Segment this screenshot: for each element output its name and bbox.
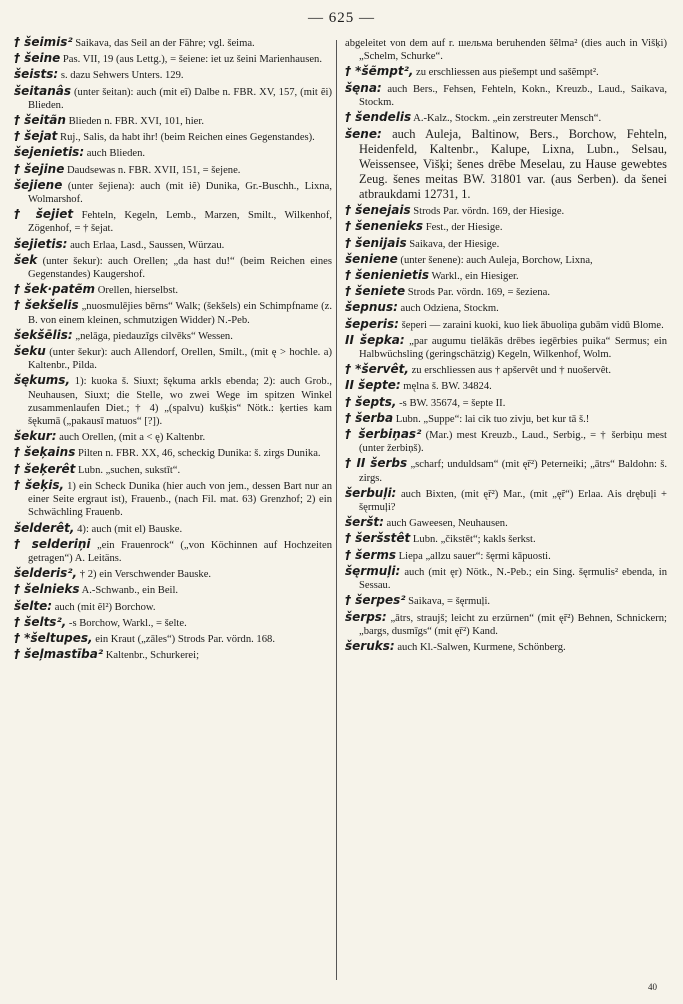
- dictionary-entry: [345, 549, 667, 563]
- entry-headword: † šeimis²: [14, 35, 73, 49]
- entry-headword: šene:: [345, 127, 382, 142]
- entry-headword: † šeine: [14, 51, 61, 66]
- entry-text: Lubn. „Suppe“: lai cik tuo zivju, bet kur tā š.!: [393, 413, 590, 425]
- dictionary-entry: [14, 463, 332, 477]
- dictionary-entry: [345, 334, 667, 361]
- dictionary-entry: [345, 204, 667, 218]
- entry-text: Pas. VII, 19 (aus Lettg.), = šeiene: iet uz šeini Marienhausen.: [60, 54, 322, 66]
- entry-headword: † šendelis: [345, 110, 412, 125]
- entry-headword: šejiene: [14, 177, 63, 192]
- entry-text: Blieden n. FBR. XVI, 101, hier.: [65, 116, 204, 128]
- entry-text: † 2) ein Verschwender Bauske.: [77, 569, 212, 581]
- entry-text: „nuosmulējies bērns“ Walk; (šekšels) ein Schimpfname (z. B. von einem kleinen, schmutzigen Widder) N.-Peb.: [28, 301, 332, 326]
- entry-text: A.-Kalz., Stockm. „ein zerstreuter Mensch“.: [411, 113, 602, 125]
- dictionary-entry: [345, 301, 667, 315]
- dictionary-entry: [14, 600, 332, 614]
- entry-headword: † *šeltupes,: [14, 630, 93, 645]
- entry-text: Saikava, der Hiesige.: [406, 238, 500, 250]
- entry-headword: šęna:: [345, 80, 382, 95]
- entry-text: Lubn. „čikstēt“; kakls šerkst.: [410, 534, 536, 546]
- dictionary-entry: [345, 379, 667, 393]
- entry-headword: † šenenieks: [345, 219, 424, 234]
- dictionary-entry: [345, 565, 667, 592]
- dictionary-entry: [14, 179, 332, 206]
- dictionary-entry: [345, 611, 667, 638]
- dictionary-entry: [345, 285, 667, 299]
- entry-text: Daudsewas n. FBR. XVII, 151, = šejene.: [64, 164, 241, 176]
- dictionary-entry: [14, 632, 332, 646]
- dictionary-entry: [345, 363, 667, 377]
- entry-text: -s BW. 35674, = šepte II.: [396, 397, 506, 409]
- entry-text: Orellen, hierselbst.: [95, 285, 179, 297]
- entry-text: Strods Par. vördn. 169, der Hiesige.: [410, 206, 565, 218]
- entry-headword: † šejine: [14, 161, 65, 176]
- entry-headword: † šeniete: [345, 284, 406, 299]
- dictionary-entry: [14, 52, 332, 66]
- entry-text: męlna š. BW. 34824.: [400, 381, 492, 393]
- dictionary-entry: [345, 220, 667, 234]
- dictionary-entry: [14, 254, 332, 281]
- dictionary-entry: [345, 396, 667, 410]
- entry-headword: šekšēlis:: [14, 327, 73, 342]
- entry-text: (unter šenene): auch Auleja, Borchow, Lixna,: [397, 254, 593, 266]
- entry-headword: † II šerbs: [345, 456, 408, 471]
- dictionary-entry: [345, 428, 667, 455]
- dictionary-entry: [345, 318, 667, 332]
- entry-headword: † šelnieks: [14, 582, 80, 597]
- entry-text: auch Orellen, (mit a < ę) Kaltenbr.: [56, 432, 206, 444]
- dictionary-entry: [345, 82, 667, 109]
- entry-text: Kaltenbr., Schurkerei;: [103, 650, 200, 662]
- dictionary-entry: [14, 299, 332, 326]
- entry-headword: † šerba: [345, 410, 394, 425]
- entry-headword: † šeķains: [14, 445, 76, 460]
- dictionary-entry: [14, 163, 332, 177]
- dictionary-entry: [14, 479, 332, 520]
- dictionary-entry: [345, 412, 667, 426]
- entry-text: Pilten n. FBR. XX, 46, scheckig Dunika: š. zirgs Dunika.: [75, 448, 321, 460]
- entry-text: šeperi — zaraini kuoki, kuo liek ābuoliņa gubām vidū Blome.: [398, 319, 664, 331]
- entry-text: auch (mit ęr) Nötk., N.-Peb.; ein Sing. šęrmulis² ebenda, in Sessau.: [359, 566, 667, 592]
- entry-headword: II šepte:: [345, 378, 401, 393]
- entry-text: (unter šekur): auch Orellen; „da hast du!“ (beim Reichen eines Gegenstandes) Kaugershof.: [28, 255, 332, 281]
- dictionary-entry: [14, 238, 332, 252]
- entry-text: A.-Schwanb., ein Beil.: [79, 585, 179, 597]
- dictionary-entry: [14, 430, 332, 444]
- entry-headword: šepnus:: [345, 300, 398, 315]
- entry-text: 4): auch (mit el) Bauske.: [74, 523, 183, 535]
- entry-headword: šerps:: [345, 609, 387, 624]
- entry-headword: šelte:: [14, 598, 53, 613]
- entry-headword: šejenietis:: [14, 145, 85, 160]
- entry-headword: šelderêt,: [14, 520, 75, 535]
- entry-text: „ein Frauenrock“ („von Köchinnen auf Hochzeiten getragen“) A. Leitäns.: [28, 539, 332, 564]
- entry-text: Saikava, das Seil an der Fähre; vgl. šeima.: [72, 38, 255, 49]
- entry-text: auch Kl.-Salwen, Kurmene, Schönberg.: [394, 641, 566, 653]
- entry-headword: † šejiet: [14, 207, 74, 222]
- dictionary-entry: [345, 487, 667, 514]
- dictionary-entry: [14, 374, 332, 428]
- entry-text: Fehteln, Kegeln, Lemb., Marzen, Smilt., Wilkenhof, Zögenhof, = † šejat.: [28, 210, 333, 235]
- entry-headword: † šenienietis: [345, 268, 430, 283]
- dictionary-entry: [345, 65, 667, 79]
- dictionary-entry: [14, 648, 332, 662]
- dictionary-entry: [14, 283, 332, 297]
- dictionary-entry: [345, 269, 667, 283]
- entry-text: (unter šekur): auch Allendorf, Orellen, Smilt., (mit ę > hochle. a) Kaltenbr., Pilda.: [28, 347, 332, 372]
- dictionary-entry: [14, 114, 332, 128]
- page-number: — 625 —: [308, 10, 375, 26]
- column-divider: [336, 40, 337, 980]
- dictionary-entry: [14, 583, 332, 597]
- entry-headword: šeists:: [14, 67, 59, 82]
- entry-headword: šek: [14, 252, 38, 267]
- dictionary-entry: [14, 538, 332, 565]
- entry-headword: † šepts,: [345, 394, 397, 409]
- dictionary-entry: [14, 522, 332, 536]
- entry-headword: šęrmuļi:: [345, 563, 401, 578]
- dictionary-entry: [14, 68, 332, 82]
- entry-headword: † šeitãn: [14, 113, 66, 128]
- entry-text: Liepa „allzu sauer“: šęrmi kāpuosti.: [396, 550, 551, 562]
- dictionary-entry: [345, 253, 667, 267]
- entry-headword: šeitanâs: [14, 83, 72, 98]
- entry-text: zu erschliessen aus † apšervêt und † nuošervêt.: [408, 365, 612, 377]
- entry-text: „par augumu tielākās drēbes iegērbies puika“ Sermus; ein Halbwüchsling (geringschätzig) Kegeln, Wilkenhof, Wolm.: [359, 335, 667, 361]
- entry-headword: šekur:: [14, 429, 57, 444]
- entry-headword: † šeršstêt: [345, 531, 411, 546]
- dictionary-entry: [14, 146, 332, 160]
- entry-text: Warkl., ein Hiesiger.: [429, 271, 519, 283]
- entry-headword: † šenijais: [345, 235, 407, 250]
- dictionary-entry: [14, 567, 332, 581]
- entry-text: 1) ein Scheck Dunika (hier auch von jem., dessen Bart nur an einer Seite ergraut ist), Frauenb., (nach Fil. mat. 63) Grenzhof; 2) ein Schwächling Frauenb.: [28, 480, 332, 519]
- entry-text: auch Blieden.: [84, 148, 146, 160]
- entry-text: auch Erlaa, Lasd., Saussen, Würzau.: [67, 239, 225, 251]
- dictionary-entry: [14, 446, 332, 460]
- dictionary-entry: [14, 329, 332, 343]
- entry-headword: † šelts²,: [14, 614, 67, 629]
- entry-headword: šeku: [14, 344, 46, 359]
- dictionary-entry: [345, 457, 667, 484]
- entry-headword: † šeļmastība²: [14, 647, 104, 662]
- entry-text: „ātrs, straujš; leicht zu erzürnen“ (mit ę̃r²) Behnen, Schnickern; „bargs, dusmīgs“ (mit ę̃r²) Kand.: [359, 612, 667, 637]
- right-column: [345, 36, 667, 656]
- entry-headword: † šerpes²: [345, 593, 406, 608]
- entry-headword: šękums,: [14, 373, 71, 388]
- dictionary-entry: [345, 36, 667, 63]
- dictionary-entry: [14, 345, 332, 372]
- entry-text: auch Odziena, Stockm.: [397, 303, 499, 315]
- entry-headword: šeniene: [345, 251, 398, 266]
- entry-text: auch (mit ẽl²) Borchow.: [52, 601, 156, 613]
- sheet-number: 40: [648, 982, 657, 992]
- entry-text: Strods Par. vördn. 169, = šeziena.: [405, 287, 550, 299]
- entry-headword: † šerbiņas²: [345, 427, 422, 442]
- entry-headword: šeperis:: [345, 316, 399, 331]
- entry-headword: † šenejais: [345, 203, 411, 218]
- dictionary-entry: [345, 516, 667, 530]
- entry-headword: † šek·patẽm: [14, 282, 96, 297]
- entry-headword: † šeķis,: [14, 477, 65, 492]
- dictionary-entry: [345, 640, 667, 654]
- dictionary-entry: [14, 616, 332, 630]
- entry-headword: šejietis:: [14, 236, 68, 251]
- entry-headword: šerbuļi:: [345, 485, 397, 500]
- entry-text: (Mar.) mest Kreuzb., Laud., Serbig., = † šerbiņu mest (unter žerbiņš).: [359, 430, 667, 455]
- dictionary-entry: [345, 237, 667, 251]
- entry-headword: † *šẽmpt²,: [345, 64, 414, 79]
- entry-text: (unter šejiena): auch (mit iẽ) Dunika, Gr.-Buschh., Lixna, Wolmarshof.: [28, 180, 332, 206]
- entry-text: (unter šeitan): auch (mit eĩ) Dalbe n. FBR. XV, 157, (mit ẽi) Blieden.: [28, 86, 332, 111]
- dictionary-entry: [14, 36, 332, 50]
- entry-headword: † selderiņi: [14, 536, 91, 551]
- entry-text: „nelāga, piedauzīgs cilvēks“ Wessen.: [72, 330, 233, 342]
- entry-text: auch Bixten, (mit ę̃r²) Mar., (mit „ę̃r“) Erlaa. Ais drębuļi + šęrmuļi?: [359, 488, 667, 514]
- entry-text: s. dazu Sehwers Unters. 129.: [58, 70, 184, 82]
- dictionary-entry: [345, 127, 667, 202]
- dictionary-entry: [345, 532, 667, 546]
- entry-headword: II šepka:: [345, 332, 405, 347]
- entry-text: Fest., der Hiesige.: [423, 222, 503, 234]
- entry-text: auch Gaweesen, Neuhausen.: [383, 518, 508, 530]
- entry-text: -s Borchow, Warkl., = šelte.: [66, 617, 187, 629]
- entry-text: Ruj., Salis, da habt ihr! (beim Reichen eines Gegenstandes).: [57, 132, 315, 144]
- dictionary-entry: [14, 208, 332, 235]
- entry-text: auch Bers., Fehsen, Fehteln, Kokn., Kreuzb., Laud., Saikava, Stockm.: [359, 83, 667, 108]
- entry-headword: šeršt:: [345, 515, 384, 530]
- entry-headword: šelderis²,: [14, 566, 78, 581]
- entry-text: ein Kraut („zāles“) Strods Par. vördn. 168.: [92, 633, 275, 645]
- entry-headword: šeruks:: [345, 638, 395, 653]
- dictionary-entry: [345, 594, 667, 608]
- dictionary-entry: [345, 111, 667, 125]
- entry-text: „scharf; unduldsam“ (mit ę̃r²) Peterneiki; „ātrs“ Baldohn: š. zirgs.: [359, 459, 668, 484]
- entry-headword: † šejat: [14, 129, 58, 144]
- entry-headword: † *šervêt,: [345, 362, 409, 377]
- entry-headword: † šeķerêt: [14, 461, 76, 476]
- entry-text: Lubn. „suchen, sukstīt“.: [75, 464, 181, 476]
- entry-headword: † šerms: [345, 547, 397, 562]
- entry-text: abgeleitet von dem auf r. шельма beruhenden šẽlma² (dies auch in Višķi) „Schelm, Schurke“.: [345, 38, 667, 63]
- dictionary-entry: [14, 130, 332, 144]
- entry-text: 1): kuoka š. Siuxt; šękuma arkls ebenda; 2): auch Grob., Neuhausen, Siuxt; die Stelle, wo zwei Wege im spitzen Winkel zusammenlaufen Diet.; † 4) „(spalvu) kušķis“ Nötk.: ķerties kam šękumā („pakausī matuos“ [?]).: [28, 376, 332, 428]
- entry-text: Saikava, = šęrmuļi.: [405, 596, 491, 608]
- entry-text: auch Auleja, Baltinow, Bers., Borchow, Fehteln, Heidenfeld, Kaltenbr., Kalupe, Lixna, Lubn., Selsau, Weissensee, Višķi; šenes drēbe Meselau, zu Hause gewebtes Zeug. šenes meitas BW. 31801 var. (aus Serben). da šenei atbraukdami 12731, 1.: [359, 127, 667, 202]
- entry-text: zu erschliessen aus piešempt und sašẽmpt².: [413, 67, 599, 79]
- dictionary-entry: [14, 85, 332, 112]
- entry-headword: † šekšelis: [14, 298, 79, 313]
- left-column: [14, 36, 332, 664]
